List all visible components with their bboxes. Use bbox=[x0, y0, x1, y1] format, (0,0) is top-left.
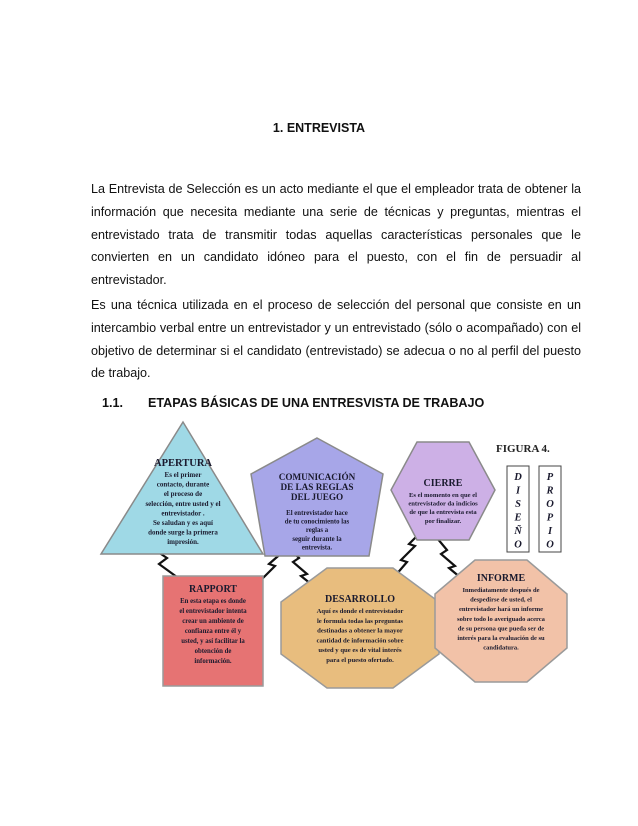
comunicacion-title-line: DEL JUEGO bbox=[290, 492, 344, 502]
paragraph-definition: La Entrevista de Selección es un acto mediante el que el empleador trata de obtener la información que necesita mediante una serie de técnicas y preguntas, mientras el entrevistado trata de transmitir todas aquellas características personales que le convierten en un candidato idóneo para el puesto, con el fin de persuadir al entrevistador. bbox=[91, 182, 581, 288]
cierre-text-line: por finalizar. bbox=[424, 517, 462, 525]
cierre-title: CIERRE bbox=[423, 478, 463, 489]
comunicacion-title-line: DE LAS REGLAS bbox=[280, 482, 354, 492]
subsection-title: ETAPAS BÁSICAS DE UNA ENTRESVISTA DE TRABAJO bbox=[148, 396, 485, 410]
apertura-text-line: Es el primer bbox=[164, 471, 202, 479]
informe-text-line: interés para la evaluación de su bbox=[457, 635, 545, 642]
diseno-letters-line: I bbox=[515, 485, 521, 497]
rapport-text-line: información. bbox=[194, 658, 232, 665]
comunicacion-title-line: COMUNICACIÓN bbox=[278, 472, 356, 482]
cierre-hexagon bbox=[391, 442, 495, 540]
diseno-letters-line: E bbox=[514, 512, 522, 524]
comunicacion-text-line: reglas a bbox=[305, 527, 329, 535]
comunicacion-text-line: entrevista. bbox=[301, 544, 333, 552]
propio-letters-line: O bbox=[546, 539, 554, 551]
desarrollo-text-line: Aquí es donde el entrevistador bbox=[316, 608, 404, 615]
propio-letters-line: R bbox=[546, 485, 554, 497]
informe-text-line: sobre todo lo averiguado acerca bbox=[457, 615, 545, 623]
propio-letters-line: I bbox=[547, 526, 553, 537]
informe-text-line: de su persona que pueda ser de bbox=[457, 625, 545, 633]
propio-letters-line: P bbox=[546, 512, 554, 524]
desarrollo-text-line: cantidad de información sobre bbox=[316, 637, 404, 645]
desarrollo-title: DESARROLLO bbox=[324, 594, 396, 605]
comunicacion-text-line: El entrevistador hace bbox=[286, 510, 348, 517]
connector-cierre-informe bbox=[437, 538, 461, 578]
apertura-text-line: impresión. bbox=[167, 538, 199, 547]
apertura-text-line: contacto, durante bbox=[156, 480, 210, 489]
rapport-text-line: En esta etapa es donde bbox=[180, 598, 246, 605]
cierre-text-line: de que la entrevista esta bbox=[409, 509, 477, 517]
subsection-number: 1.1. bbox=[102, 396, 124, 410]
desarrollo-text-line: destinadas a obtener la mayor bbox=[317, 627, 403, 635]
desarrollo-text-line: usted y que es de vital interés bbox=[318, 647, 402, 655]
apertura-title: APERTURA bbox=[154, 458, 212, 469]
paragraph-technique: Es una técnica utilizada en el proceso de selección del personal que consiste en un intercambio verbal entre un entrevistador y un entrevistado (sólo o acompañado) con el objetivo de determinar si el candidato (entrevistado) se adecua o no al perfil del puesto de trabajo. bbox=[91, 298, 581, 381]
rapport-text-line: confianza entre él y bbox=[184, 628, 242, 635]
desarrollo-text-line: le formula todas las preguntas bbox=[316, 617, 404, 625]
rapport-text-line: usted, y así facilitar la bbox=[181, 638, 245, 645]
rapport-text-line: crear un ambiente de bbox=[182, 618, 244, 625]
informe-text-line: candidatura. bbox=[483, 644, 519, 652]
desarrollo-text-line: para el puesto ofertado. bbox=[326, 657, 394, 664]
figure-caption: FIGURA 4. bbox=[496, 443, 550, 455]
subsection-heading bbox=[102, 396, 484, 410]
propio-letters-line: O bbox=[546, 499, 554, 510]
comunicacion-text-line: seguir durante la bbox=[292, 535, 342, 543]
apertura-text-line: selección, entre usted y el bbox=[145, 499, 221, 508]
apertura-text-line: el proceso de bbox=[163, 490, 203, 499]
informe-title: INFORME bbox=[476, 573, 526, 584]
informe-text-line: despedirse de usted, el bbox=[470, 596, 532, 604]
informe-text-line: entrevistador hará un informe bbox=[458, 606, 544, 614]
section-title: 1. ENTREVISTA bbox=[272, 121, 366, 135]
diseno-letters-line: O bbox=[514, 539, 522, 551]
apertura-text-line: entrevistador . bbox=[161, 509, 205, 518]
informe-text-line: Inmediatamente después de bbox=[462, 587, 540, 594]
diseno-letters-line: S bbox=[515, 499, 521, 510]
connector-desarrollo-cierre bbox=[395, 534, 419, 576]
rapport-title: RAPPORT bbox=[189, 584, 237, 595]
apertura-text-line: donde surge la primera bbox=[148, 528, 218, 537]
comunicacion-text-line: de tu conocimiento las bbox=[284, 518, 350, 526]
rapport-text-line: el entrevistador intenta bbox=[179, 608, 247, 615]
cierre-text-line: entrevistador da indicios bbox=[408, 500, 478, 508]
diseno-letters-line: D bbox=[514, 472, 522, 483]
rapport-text-line: obtención de bbox=[194, 648, 232, 655]
propio-letters-line: P bbox=[546, 472, 554, 483]
cierre-text-line: Es el momento en que el bbox=[409, 492, 477, 499]
apertura-text-line: Se saludan y es aquí bbox=[153, 519, 213, 527]
diseno-letters-line: Ñ bbox=[514, 526, 522, 537]
interview-stages-diagram bbox=[99, 418, 581, 692]
